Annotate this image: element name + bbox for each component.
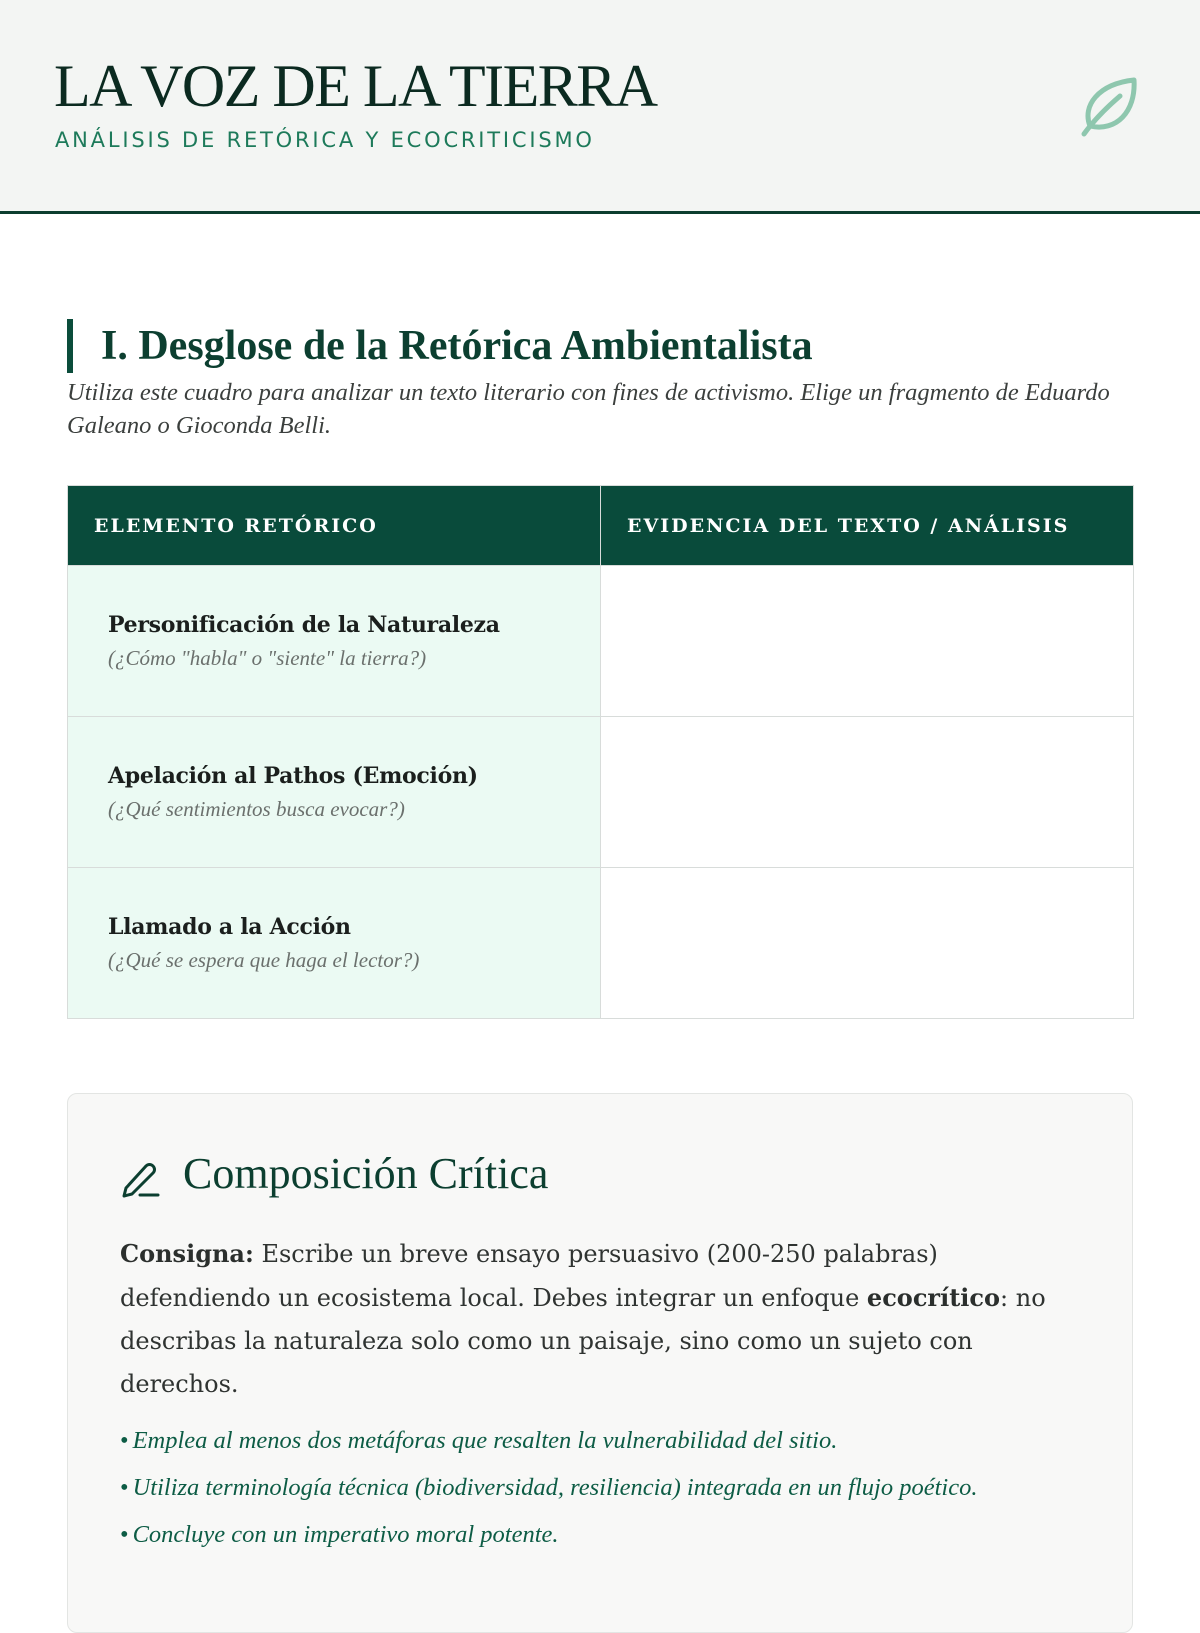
bullet: • [120, 1474, 129, 1501]
evidence-cell[interactable] [601, 717, 1134, 868]
list-item [120, 1471, 1050, 1504]
table-row [68, 717, 1134, 868]
element-hint: (¿Qué sentimientos busca evocar?) [108, 796, 405, 821]
page-title: LA VOZ DE LA TIERRA [54, 53, 657, 119]
criterion-text: Concluye con un imperativo moral potente. [132, 1521, 559, 1548]
element-name: Llamado a la Acción [108, 913, 351, 940]
criteria-list [120, 1424, 1050, 1565]
criterion-text: Utiliza terminología técnica (biodiversidad, resiliencia) integrada en un flujo poético. [132, 1474, 978, 1501]
page-subtitle: ANÁLISIS DE RETÓRICA Y ECOCRITICISMO [55, 128, 595, 152]
bullet: • [120, 1521, 129, 1548]
column-header-evidence: EVIDENCIA DEL TEXTO / ANÁLISIS [601, 486, 1134, 566]
element-hint: (¿Qué se espera que haga el lector?) [108, 947, 420, 972]
element-cell [68, 566, 601, 717]
bullet: • [120, 1427, 129, 1454]
page-header [0, 0, 1200, 214]
composition-prompt [120, 1232, 1080, 1406]
prompt-text: Escribe un breve ensayo persuasivo (200-250 palabras) defendiendo un ecosistema local. Debes integrar un enfoque [120, 1240, 938, 1312]
evidence-cell[interactable] [601, 868, 1134, 1019]
prompt-emphasis: ecocrítico [866, 1283, 1001, 1312]
column-header-element: ELEMENTO RETÓRICO [68, 486, 601, 566]
element-name: Personificación de la Naturaleza [108, 611, 500, 638]
rhetoric-analysis-table [67, 485, 1134, 1019]
prompt-text: : no describas la naturaleza solo como un paisaje, sino como un sujeto con derechos. [120, 1284, 1046, 1398]
table-row [68, 868, 1134, 1019]
element-hint: (¿Cómo "habla" o "siente" la tierra?) [108, 645, 427, 670]
evidence-cell[interactable] [601, 566, 1134, 717]
prompt-label: Consigna: [120, 1239, 254, 1268]
element-cell [68, 717, 601, 868]
element-name: Apelación al Pathos (Emoción) [108, 762, 478, 789]
pencil-icon [120, 1158, 160, 1198]
table-row [68, 566, 1134, 717]
table-header-row [68, 486, 1134, 566]
list-item [120, 1424, 1050, 1457]
composition-card [67, 1093, 1133, 1633]
list-item [120, 1518, 1050, 1551]
section-intro: Utiliza este cuadro para analizar un texto literario con fines de activismo. Elige un fragmento de Eduardo Galeano o Gioconda Belli. [67, 379, 1110, 439]
criterion-text: Emplea al menos dos metáforas que resalten la vulnerabilidad del sitio. [132, 1427, 838, 1454]
element-cell [68, 868, 601, 1019]
section-title: I. Desglose de la Retórica Ambientalista [67, 319, 813, 373]
leaf-icon [1076, 72, 1144, 140]
composition-title: Composición Crítica [183, 1149, 549, 1198]
